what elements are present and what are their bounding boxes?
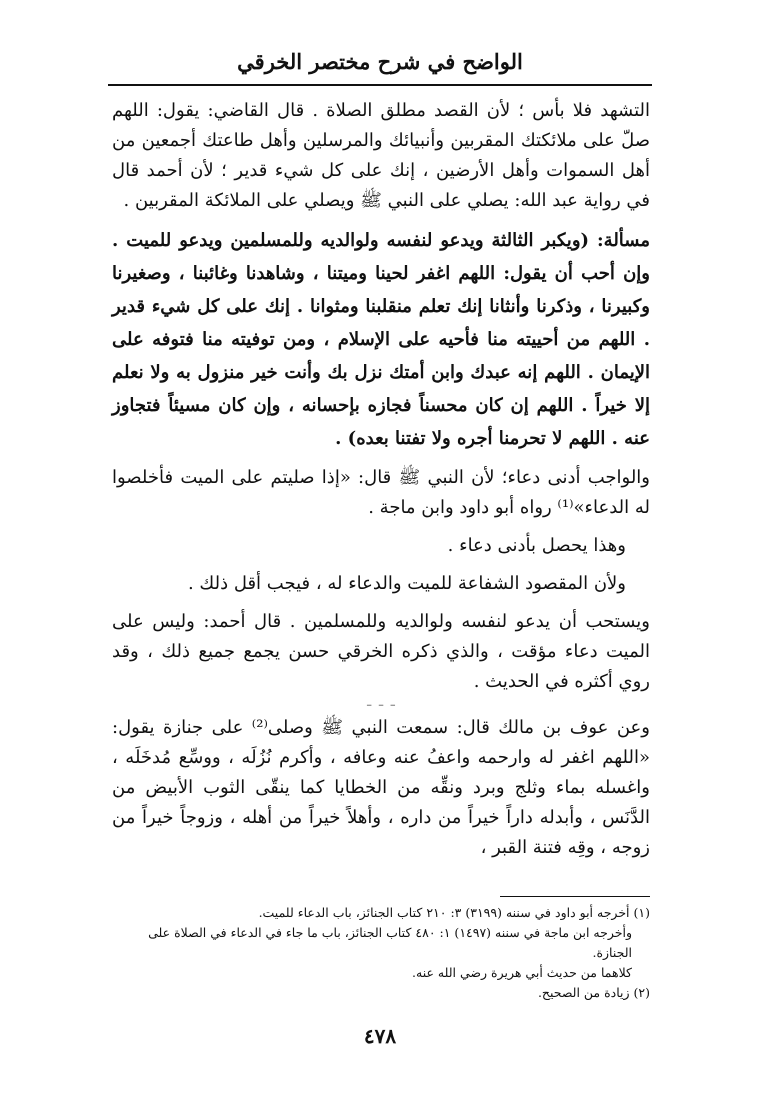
main-text	[112, 96, 650, 871]
footnote: (٢) زيادة من الصحيح.	[537, 985, 650, 1000]
separator: - - -	[366, 694, 396, 715]
running-header: الواضح في شرح مختصر الخرقي	[237, 49, 523, 74]
paragraph-masala: مسألة: (ويكبر الثالثة ويدعو لنفسه ولوالديه وللمسلمين ويدعو للميت . وإن أحب أن يقول: اللهم اغفر لحينا وميتنا ، وشاهدنا وغائبنا ، وصغيرنا وكبيرنا ، وذكرنا وأنثانا إنك تعلم منقلبنا ومثوانا . إنك على كل شيء قدير . اللهم من أحييته منا فأحيه على الإسلام ، ومن توفيته منا فتوفه على الإيمان . اللهم إنه عبدك وابن أمتك نزل بك وأنت خير منزول به ولا نعلم إلا خيراً . اللهم إن كان محسناً فجازه بإحسانه ، وإن كان مسيئاً فتجاوز عنه . اللهم لا تحرمنا أجره ولا تفتنا بعده) .	[112, 230, 650, 449]
paragraph: والواجب أدنى دعاء؛ لأن النبي ﷺ قال: «إذا صليتم على الميت فأخلصوا له الدعاء»⁽¹⁾ رواه أبو داود وابن ماجة .	[112, 467, 650, 518]
page-number: ٤٧٨	[363, 1024, 397, 1048]
paragraph: ويستحب أن يدعو لنفسه ولوالديه وللمسلمين . قال أحمد: وليس على الميت دعاء مؤقت ، والذي ذكره الخرقي حسن يجمع جميع ذلك ، وقد روي أكثره في الحديث .	[112, 611, 650, 692]
paragraph: وهذا يحصل بأدنى دعاء .	[447, 535, 626, 556]
footnote: (١) أخرجه أبو داود في سننه (٣١٩٩) ٣: ٢١٠ كتاب الجنائز، باب الدعاء للميت.	[258, 905, 650, 920]
footnote-rule	[500, 896, 650, 897]
header-rule	[108, 84, 652, 86]
footnote: كلاهما من حديث أبي هريرة رضي الله عنه.	[412, 965, 632, 980]
paragraph: وعن عوف بن مالك قال: سمعت النبي ﷺ وصلى⁽²⁾ على جنازة يقول: «اللهم اغفر له وارحمه واعفُ عنه وعافه ، وأكرم نُزُلَه ، ووسِّع مُدخَلَه ، واغسله بماء وثلج وبرد ونقِّه من الخطايا كما ينقّى الثوب الأبيض من الدَّنَس ، وأبدله داراً خيراً من داره ، وأهلاً خيراً من أهله ، وزوجاً خيراً من زوجه ، وقِه فتنة القبر ،	[112, 717, 650, 858]
footnotes	[112, 903, 650, 1003]
paragraph: التشهد فلا بأس ؛ لأن القصد مطلق الصلاة . قال القاضي: يقول: اللهم صلّ على ملائكتك المقربين وأنبيائك والمرسلين وأهل طاعتك أجمعين من أهل السموات وأهل الأرضين ، إنك على كل شيء قدير ؛ لأن أحمد قال في رواية عبد الله: يصلي على النبي ﷺ ويصلي على الملائكة المقربين .	[112, 100, 651, 211]
footnote: وأخرجه ابن ماجة في سننه (١٤٩٧) ١: ٤٨٠ كتاب الجنائز، باب ما جاء في الدعاء في الصلاة على الجنازة.	[148, 925, 632, 960]
paragraph: ولأن المقصود الشفاعة للميت والدعاء له ، فيجب أقل ذلك .	[187, 573, 626, 594]
